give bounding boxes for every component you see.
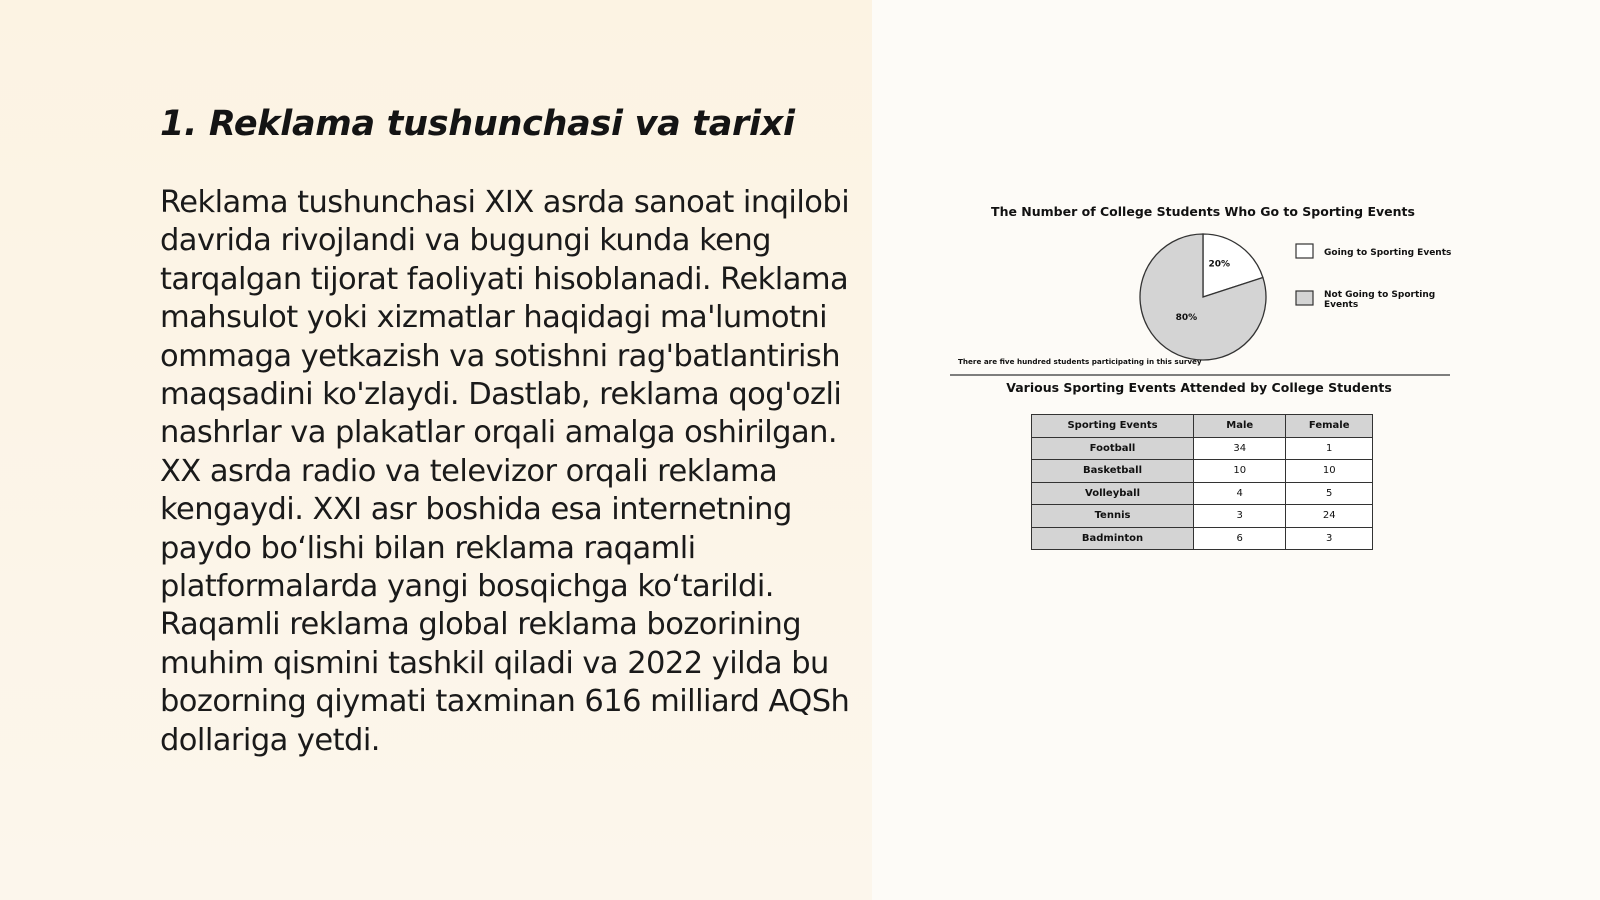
- table-cell-male: 4: [1194, 482, 1286, 505]
- legend-label-not-going: Not Going to Sporting Events: [1324, 290, 1436, 310]
- legend: [1296, 244, 1451, 310]
- pie-chart: [948, 196, 1458, 406]
- table-row: [1032, 482, 1373, 505]
- table-row: [1032, 527, 1373, 550]
- table-row: [1032, 460, 1373, 483]
- table-cell-male: 6: [1194, 527, 1286, 550]
- slide-title: 1. Reklama tushunchasi va tarixi: [160, 104, 795, 144]
- column-header-sporting-events: Sporting Events: [1032, 415, 1194, 438]
- legend-swatch-not-going: [1296, 291, 1313, 305]
- table-header-row: [1032, 415, 1373, 438]
- table-cell-female: 10: [1286, 460, 1373, 483]
- sporting-events-table: [1031, 414, 1373, 550]
- survey-note: There are five hundred students participating in this survey: [958, 357, 1202, 366]
- pie-slice-label: 80%: [1175, 312, 1198, 323]
- legend-label-going: Going to Sporting Events: [1324, 248, 1452, 258]
- slide-body-text: Reklama tushunchasi XIX asrda sanoat inqilobi davrida rivojlandi va bugungi kunda keng tarqalgan tijorat faoliyati hisoblanadi. Reklama mahsulot yoki xizmatlar haqidagi ma'lumotni ommaga yetkazish va sotishni rag'batlantirish maqsadini ko'zlaydi. Dastlab, reklama qog'ozli nashrlar va plakatlar orqali amalga oshirilgan. XX asrda radio va televizor orqali reklama kengaydi. XXI asr boshida esa internetning paydo bo‘lishi bilan reklama raqamli platformalarda yangi bosqichga ko‘tarildi. Raqamli reklama global reklama bozorining muhim qismini tashkil qiladi va 2022 yilda bu bozorning qiymati taxminan 616 milliard AQSh dollariga yetdi.: [160, 185, 850, 758]
- table-cell-female: 3: [1286, 527, 1373, 550]
- table-cell-male: 3: [1194, 505, 1286, 528]
- survey-figure: [948, 196, 1458, 571]
- table-cell-male: 10: [1194, 460, 1286, 483]
- table-cell-female: 24: [1286, 505, 1373, 528]
- pie-chart-title: The Number of College Students Who Go to Sporting Events: [991, 204, 1415, 219]
- table-cell-event: Tennis: [1032, 505, 1194, 528]
- table-cell-event: Football: [1032, 437, 1194, 460]
- pie: [1140, 234, 1266, 360]
- table-cell-event: Volleyball: [1032, 482, 1194, 505]
- table-row: [1032, 437, 1373, 460]
- column-header-female: Female: [1286, 415, 1373, 438]
- table-cell-female: 1: [1286, 437, 1373, 460]
- table-cell-event: Badminton: [1032, 527, 1194, 550]
- table-cell-event: Basketball: [1032, 460, 1194, 483]
- legend-swatch-going: [1296, 244, 1313, 258]
- table-cell-female: 5: [1286, 482, 1373, 505]
- table-title: Various Sporting Events Attended by College Students: [1006, 380, 1392, 395]
- column-header-male: Male: [1194, 415, 1286, 438]
- table-row: [1032, 505, 1373, 528]
- pie-slice-label: 20%: [1208, 259, 1231, 270]
- table-cell-male: 34: [1194, 437, 1286, 460]
